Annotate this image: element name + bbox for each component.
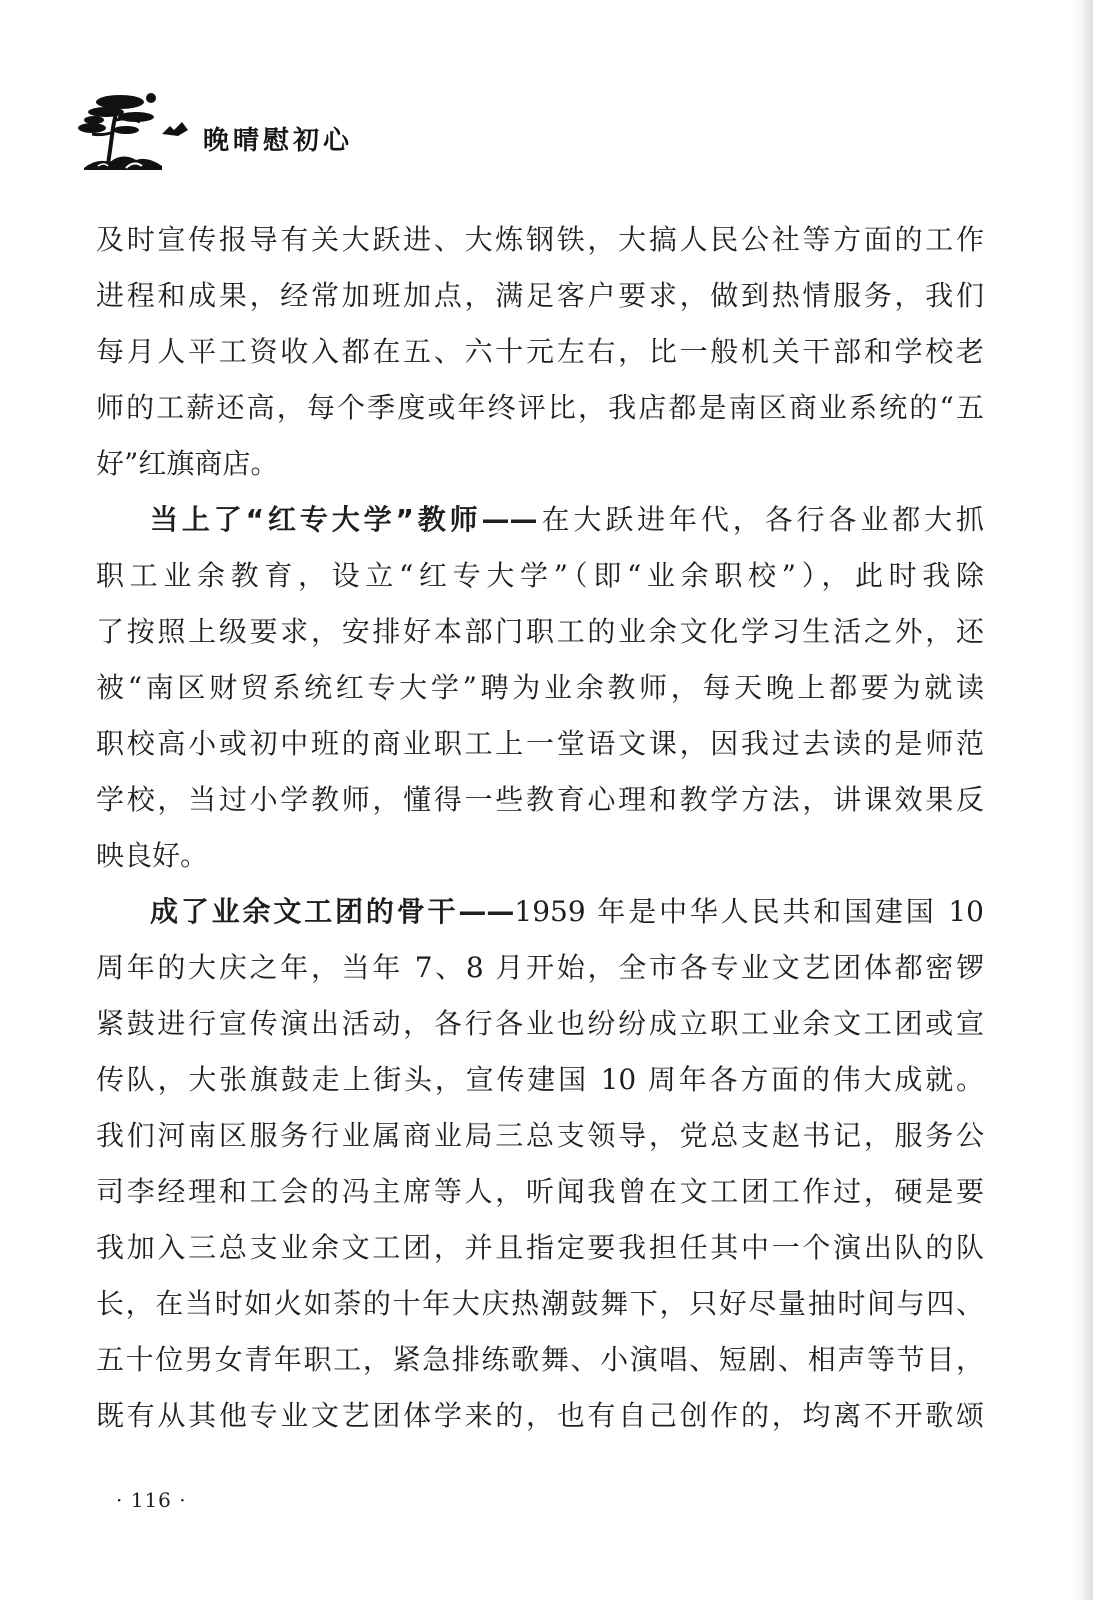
running-header-title: 晚晴慰初心	[203, 126, 354, 156]
text-line: 职工业余教育，设立“红专大学”（即“业余职校”），此时我除	[96, 559, 984, 592]
text-run: 1959 年是中华人民共和国建国 10	[514, 895, 984, 928]
text-line: 映良好。	[96, 839, 209, 872]
text-line: 职校高小或初中班的商业职工上一堂语文课，因我过去读的是师范	[96, 727, 984, 760]
body-text	[96, 212, 984, 1444]
text-line: 我们河南区服务行业属商业局三总支领导，党总支赵书记，服务公	[96, 1119, 984, 1152]
text-line: 好”红旗商店。	[96, 447, 279, 480]
text-line: 传队，大张旗鼓走上街头，宣传建国 10 周年各方面的伟大成就。	[96, 1063, 984, 1096]
text-run: 在大跃进年代，各行各业都大抓	[537, 503, 984, 536]
text-line: 每月人平工资收入都在五、六十元左右，比一般机关干部和学校老	[96, 335, 984, 368]
page-number: · 116 ·	[116, 1488, 187, 1512]
text-line: 师的工薪还高，每个季度或年终评比，我店都是南区商业系统的“五	[96, 391, 984, 424]
pine-tree-moon-emblem-icon	[78, 84, 202, 174]
text-line: 司李经理和工会的冯主席等人，听闻我曾在文工团工作过，硬是要	[96, 1175, 984, 1208]
section-lead-heading: 当上了“红专大学”教师——	[150, 503, 538, 536]
text-line: 及时宣传报导有关大跃进、大炼钢铁，大搞人民公社等方面的工作	[96, 223, 984, 256]
text-line: 学校，当过小学教师，懂得一些教育心理和教学方法，讲课效果反	[96, 783, 984, 816]
text-line: 五十位男女青年职工，紧急排练歌舞、小演唱、短剧、相声等节目，	[96, 1343, 984, 1376]
text-line: 了按照上级要求，安排好本部门职工的业余文化学习生活之外，还	[96, 615, 984, 648]
text-line: 长，在当时如火如荼的十年大庆热潮鼓舞下，只好尽量抽时间与四、	[96, 1287, 984, 1320]
text-line: 紧鼓进行宣传演出活动，各行各业也纷纷成立职工业余文工团或宣	[96, 1007, 984, 1040]
text-line: 我加入三总支业余文工团，并且指定要我担任其中一个演出队的队	[96, 1231, 984, 1264]
paragraph-first-line	[96, 492, 984, 548]
section-lead-heading: 成了业余文工团的骨干——	[150, 895, 515, 928]
text-line: 被“南区财贸系统红专大学”聘为业余教师，每天晚上都要为就读	[96, 671, 984, 704]
scan-page-edge-shadow	[1071, 0, 1093, 1600]
text-line: 既有从其他专业文艺团体学来的，也有自己创作的，均离不开歌颂	[96, 1399, 984, 1432]
paragraph-first-line	[96, 884, 984, 940]
running-header	[78, 84, 408, 174]
text-line: 周年的大庆之年，当年 7、8 月开始，全市各专业文艺团体都密锣	[96, 951, 984, 984]
text-line: 进程和成果，经常加班加点，满足客户要求，做到热情服务，我们	[96, 279, 984, 312]
